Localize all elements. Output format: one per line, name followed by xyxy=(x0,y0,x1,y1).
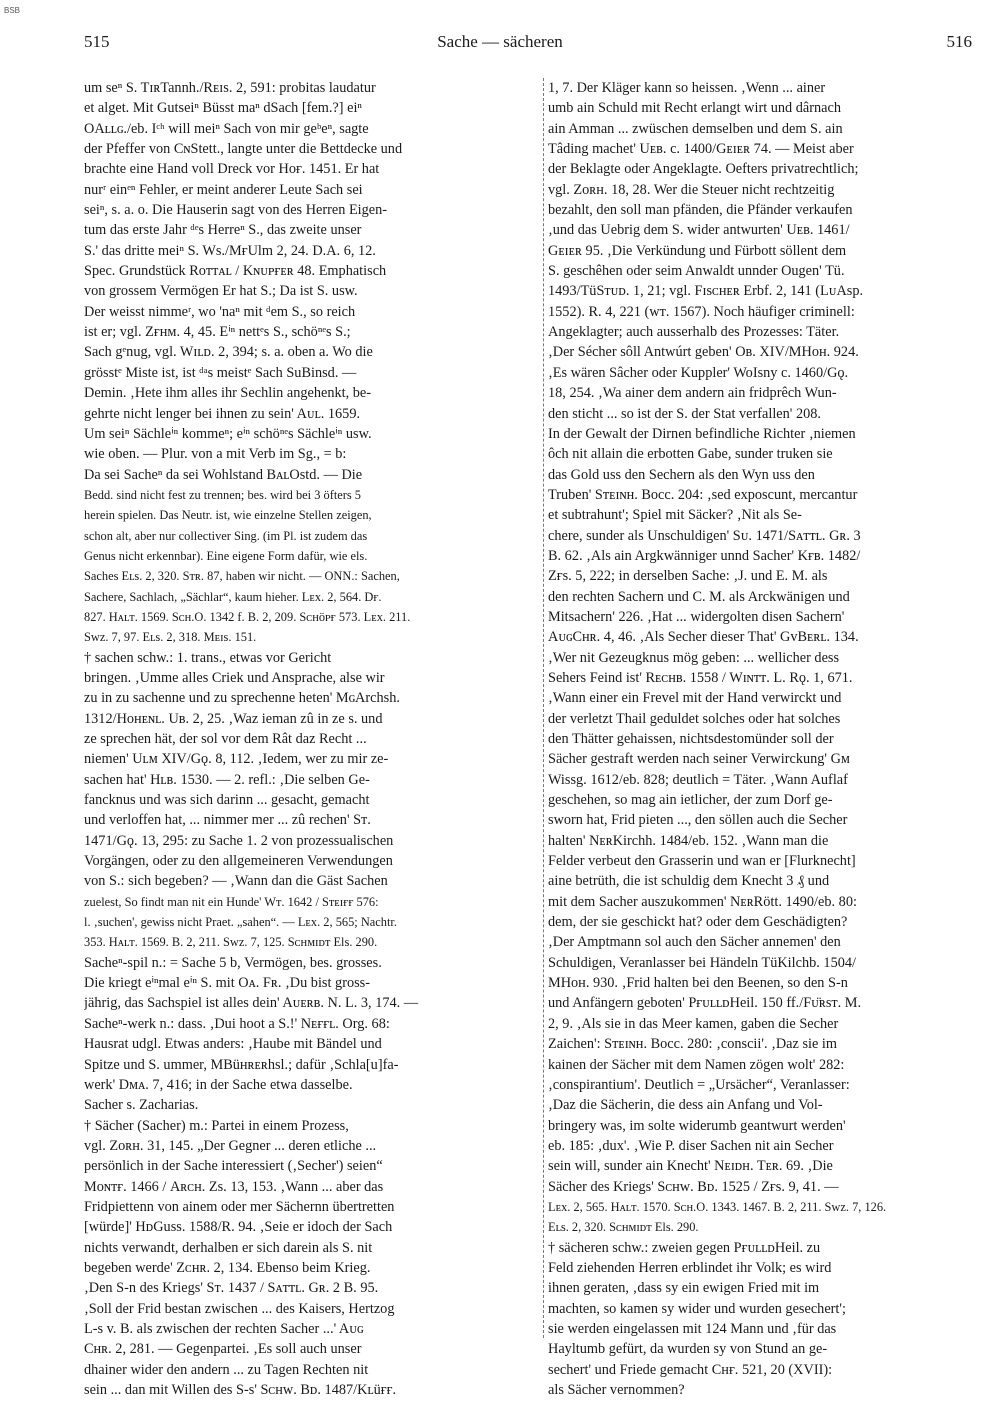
text-line: halten' NᴇʀKirchh. 1484/eb. 152. ‚Wann man die xyxy=(548,832,829,849)
text-line: [würde]' HᴅGuss. 1588/R. 94. ‚Seie er idoch der Sach xyxy=(84,1219,393,1236)
text-line: 1493/TüSᴛᴜᴅ. 1, 21; vgl. Fɪsᴄʜᴇʀ Erbf. 2, 141 (LᴜAsp. xyxy=(548,283,864,300)
text-line: jährig, das Sachspiel ist alles dein' Aᴜᴇʀʙ. N. L. 3, 174. — xyxy=(84,995,419,1012)
text-line: In der Gewalt der Dirnen befindliche Richter ‚niemen xyxy=(548,425,856,442)
text-line: 1471/Gǫ. 13, 295: zu Sache 1. 2 von prozessualischen xyxy=(84,832,394,849)
running-title: Sache — sächeren xyxy=(437,32,563,51)
text-line: OAʟʟɢ./eb. Iᶜʰ will meiⁿ Sach von mir geᵇeⁿ, sagte xyxy=(84,120,369,137)
text-line: aine betrüth, die ist schuldig dem Knecht 3 ₰ und xyxy=(548,873,830,890)
text-line: sworn hat, Frid pieten ..., den söllen auch die Secher xyxy=(548,812,848,829)
text-line: sechert' und Friede gemacht Cʜғ. 521, 20 (XVII): xyxy=(548,1361,833,1378)
text-line: ‚Den S-n des Kriegs' Sᴛ. 1437 / Sᴀᴛᴛʟ. Gʀ. 2 B. 95. xyxy=(84,1280,379,1297)
text-line: ‚conspirantium'. Deutlich = „Ursächer“, Veranlasser: xyxy=(548,1076,850,1093)
text-line: Swz. 7, 97. Eʟs. 2, 318. Mᴇɪs. 151. xyxy=(84,630,257,645)
page-number-left: 515 xyxy=(84,32,110,51)
text-line: † Sächer (Sacher) m.: Partei in einem Prozess, xyxy=(84,1117,349,1134)
text-line: nichts verwandt, derhalben er sich darein als S. nit xyxy=(84,1239,373,1256)
text-line: AᴜɢCʜʀ. 4, 46. ‚Als Secher dieser That' GᴠBᴇʀʟ. 134. xyxy=(548,629,859,646)
text-line: grösstᵉ Miste ist, ist ᵈᵃs meistᵉ Sach SuBinsd. — xyxy=(84,364,357,381)
text-line: bezahlt, den soll man pfänden, die Pfänder verkaufen xyxy=(548,202,853,219)
text-line: chere, sunder als Unschuldigen' Sᴜ. 1471/Sᴀᴛᴛʟ. Gʀ. 3 xyxy=(548,527,861,544)
text-line: den Thätter gehaissen, nichtsdestomünder soll der xyxy=(548,731,834,747)
text-line: zuelest, So findt man nit ein Hunde' Wᴛ. 1642 / Sᴛᴇɪғғ 576: xyxy=(84,894,379,909)
text-line: brachte eine Hand voll Dreck vor Hᴏғ. 1451. Er hat xyxy=(84,161,380,178)
text-line: 1312/Hᴏʜᴇɴʟ. Uʙ. 2, 25. ‚Waz ieman zû in ze s. und xyxy=(84,710,383,727)
text-line: ain Amman ... zwüschen demselben und dem S. ain xyxy=(548,120,843,137)
text-line: Sacheⁿ-werk n.: dass. ‚Dui hoot a S.!' Nᴇғғʟ. Org. 68: xyxy=(84,1015,390,1032)
text-line: Schuldigen, Veranlasser bei Händeln TüKilchb. 1504/ xyxy=(548,954,856,971)
text-line: um seⁿ S. TɪʀTannh./Rᴇɪs. 2, 591: probitas laudatur xyxy=(84,80,376,96)
text-line: dhainer wider den andern ... zu Tagen Rechten nit xyxy=(84,1361,369,1378)
text-line: Zaichen': Sᴛᴇɪɴʜ. Bocc. 280: ‚conscii'. ‚Daz sie im xyxy=(548,1036,837,1053)
text-line: Gᴇɪᴇʀ 95. ‚Die Verkündung und Fürbott söllent dem xyxy=(548,242,847,259)
text-line: Sacheⁿ-spil n.: = Sache 5 b, Vermögen, bes. grosses. xyxy=(84,954,382,971)
text-line: von S.: sich begeben? — ‚Wann dan die Gäst Sachen xyxy=(84,873,388,890)
text-line: ihnen geraten, ‚dass sy ein ewigen Fried mit im xyxy=(548,1280,820,1297)
text-line: Vorgängen, oder zu den allgemeineren Verwendungen xyxy=(84,853,393,870)
right-column xyxy=(548,78,976,1400)
text-line: sein will, sunder ain Knecht' Nᴇɪᴅʜ. Tᴇʀ. 69. ‚Die xyxy=(548,1158,833,1175)
text-line: schon alt, aber nur collectiver Sing. (im Pl. ist zudem das xyxy=(84,528,368,543)
text-line: persönlich in der Sache interessiert (‚Secher') seien“ xyxy=(84,1158,383,1175)
text-line: ‚Soll der Frid bestan zwischen ... des Kaisers, Hertzog xyxy=(84,1300,395,1317)
text-line: S.' das dritte meiⁿ S. Ws./MғUlm 2, 24. D.A. 6, 12. xyxy=(84,242,376,259)
text-line: 18, 254. ‚Wa ainer dem andern ain fridprêch Wun- xyxy=(548,385,837,402)
text-line: Demin. ‚Hete ihm alles ihr Sechlin angehenkt, be- xyxy=(84,385,372,402)
text-line: ist er; vgl. Zғʜᴍ. 4, 45. Eⁱⁿ nettᵉs S., schöⁿᵉs S.; xyxy=(84,324,351,341)
text-line: Mᴏɴᴛғ. 1466 / Aʀᴄʜ. Zs. 13, 153. ‚Wann ... aber das xyxy=(84,1178,384,1195)
text-line: Der weisst nimmeʳ, wo 'naⁿ mit ᵈem S., so reich xyxy=(84,303,356,320)
text-line: Mitsachern' 226. ‚Hat ... widergolten disen Sachern' xyxy=(548,608,845,625)
text-line: Hayltumb gefürt, da wurden sy von Stund an ge- xyxy=(548,1341,828,1358)
text-line: ‚Es wären Sâcher oder Kuppler' WoIsny c. 1460/Gǫ. xyxy=(548,364,849,381)
text-line: Die kriegt eⁱⁿmal eⁱⁿ S. mit Oᴀ. Fʀ. ‚Du bist gross- xyxy=(84,975,370,992)
text-line: B. 62. ‚Als ain Argkwänniger unnd Sacher' Kғʙ. 1482/ xyxy=(548,547,861,564)
text-line: und verloffen hat, ... nimmer mer ... zû rechen' Sᴛ. xyxy=(84,812,371,829)
text-line: bringen. ‚Umme alles Criek und Ansprache, alse wir xyxy=(84,669,385,686)
text-line: kainen der Sächer mit dem Namen zögen wolt' 282: xyxy=(548,1056,845,1073)
text-line: Tâding machet' Uᴇʙ. c. 1400/Gᴇɪᴇʀ 74. — Meist aber xyxy=(548,141,854,158)
text-line: von grossem Vermögen Er hat S.; Da ist S. usw. xyxy=(84,283,358,300)
text-line: ‚Wann einer ein Frevel mit der Hand verwirckt und xyxy=(548,690,842,707)
text-line: Sacher s. Zacharias. xyxy=(84,1097,199,1114)
text-line: der Beklagte oder Angeklagte. Oefters privatrechtlich; xyxy=(548,161,859,178)
text-line: der verletzt Thail geduldet solches oder hat solches xyxy=(548,710,841,727)
text-line: Zғs. 5, 222; in derselben Sache: ‚J. und E. M. als xyxy=(548,568,828,585)
text-line: Truben' Sᴛᴇɪɴʜ. Bocc. 204: ‚sed exposcunt, mercantur xyxy=(548,486,858,503)
text-line: Da sei Sacheⁿ da sei Wohlstand BᴀʟOstd. — Die xyxy=(84,466,363,483)
text-line: L-s v. B. als zwischen der rechten Sacher ...' Aᴜɢ xyxy=(84,1320,364,1337)
text-line: vgl. Zᴏʀʜ. 31, 145. „Der Gegner ... deren etliche ... xyxy=(84,1137,377,1154)
text-line: 1552). R. 4, 221 (wᴛ. 1567). Noch häufiger criminell: xyxy=(548,303,855,320)
text-line: machten, so kamen sy wider und wurden gesechert'; xyxy=(548,1300,846,1317)
text-line: den sticht ... so ist der S. der Stat verfallen' 208. xyxy=(548,405,821,422)
text-line: ‚Wer nit Gezeugknus mög geben: ... wellicher dess xyxy=(548,649,840,666)
text-line: ‚Daz die Sächerin, die dess ain Anfang und Vol- xyxy=(548,1097,823,1114)
text-line: Lᴇx. 2, 565. Hᴀʟᴛ. 1570. Sᴄʜ.O. 1343. 1467. B. 2, 211. Swz. 7, 126. xyxy=(548,1199,887,1214)
text-line: der Pfeffer von CɴStett., langte unter die Bettdecke und xyxy=(84,141,403,158)
text-line: Sach gᵉnug, vgl. Wɪʟᴅ. 2, 394; s. a. oben a. Wo die xyxy=(84,344,373,361)
text-line: 827. Hᴀʟᴛ. 1569. Sᴄʜ.O. 1342 f. B. 2, 209. Sᴄʜöᴘғ 573. Lᴇx. 211. xyxy=(84,609,411,624)
text-line: ‚Der Sécher sôll Antwúrt geben' Oʙ. XIV/MHᴏʜ. 924. xyxy=(548,344,859,361)
text-line: gehrte nicht lenger bei ihnen zu sein' Aᴜʟ. 1659. xyxy=(84,405,361,422)
text-line: niemen' Uʟᴍ XIV/Gǫ. 8, 112. ‚Iedem, wer zu mir ze- xyxy=(84,751,389,768)
text-line: sachen hat' Hʟʙ. 1530. — 2. refl.: ‚Die selben Ge- xyxy=(84,771,370,788)
text-line: begeben werde' Zᴄʜʀ. 2, 134. Ebenso beim Krieg. xyxy=(84,1259,371,1276)
text-line: Um seiⁿ Sächleⁱⁿ kommeⁿ; eⁱⁿ schöⁿᵉs Sächleⁱⁿ usw. xyxy=(84,425,372,442)
text-line: und Anfängern geboten' PғᴜʟʟᴅHeil. 150 ff./Fᴜ̈ʀsᴛ. M. xyxy=(548,995,862,1012)
text-line: Sehers Feind ist' Rᴇᴄʜʙ. 1558 / Wɪɴᴛᴛ. L. Rǫ. 1, 671. xyxy=(548,669,853,686)
text-line: bringery was, im solte widerumb geantwurt werden' xyxy=(548,1117,846,1134)
text-line: Angeklagter; auch ausserhalb des Prozesses: Täter. xyxy=(548,324,840,341)
text-line: mit dem Sacher auszukommen' NᴇʀRött. 1490/eb. 80: xyxy=(548,893,857,910)
text-line: Fridpiettenn von ainem oder mer Sächernn übertretten xyxy=(84,1198,395,1215)
column-divider xyxy=(543,78,544,1338)
text-line: MHᴏʜ. 930. ‚Frid halten bei den Beenen, so den S-n xyxy=(548,975,848,992)
text-line: † sachen schw.: 1. trans., etwas vor Gericht xyxy=(84,649,332,666)
text-line: S. geschêhen oder seim Anwaldt unnder Ougen' Tü. xyxy=(548,263,845,280)
text-line: seiⁿ, s. a. o. Die Hauserin sagt von des Herren Eigen- xyxy=(84,202,388,219)
page-number-right: 516 xyxy=(946,32,972,51)
text-line: ôch nit allain die erbotten Gabe, sunder truken sie xyxy=(548,446,833,463)
text-line: nurʳ einᵉⁿ Fehler, er meint anderer Leute Sach sei xyxy=(84,181,363,198)
text-line: werk' Dᴍᴀ. 7, 416; in der Sache etwa dasselbe. xyxy=(84,1076,353,1093)
text-line: als Sächer vernommen? xyxy=(548,1382,685,1398)
text-line: eb. 185: ‚dux'. ‚Wie P. diser Sachen nit ain Secher xyxy=(548,1137,834,1154)
left-column xyxy=(84,78,539,1400)
text-line: geschehen, so mag ain ietlicher, der zum Dorf ge- xyxy=(548,792,833,809)
text-line: Eʟs. 2, 320. Sᴄʜᴍɪᴅᴛ Els. 290. xyxy=(548,1220,699,1235)
text-line: wie oben. — Plur. von a mit Verb im Sg., = b: xyxy=(84,446,347,463)
text-line: Felder verbeut den Grasserin und wan er [Flurknecht] xyxy=(548,853,856,870)
text-line: Hausrat udgl. Etwas anders: ‚Haube mit Bändel und xyxy=(84,1036,382,1053)
text-line: Cʜʀ. 2, 281. — Gegenpartei. ‚Es soll auch unser xyxy=(84,1341,362,1358)
text-line: Spec. Grundstück Rᴏᴛᴛᴀʟ / Kɴᴜᴘғᴇʀ 48. Emphatisch xyxy=(84,263,387,280)
text-line: ‚Der Amptmann sol auch den Sächer annemen' den xyxy=(548,934,841,951)
text-line: Sächer gestraft werden nach seiner Verwirckung' Gᴍ xyxy=(548,751,850,768)
text-line: vgl. Zᴏʀʜ. 18, 28. Wer die Steuer nicht rechtzeitig xyxy=(548,181,835,198)
text-line: sie werden eingelassen mit 124 Mann und ‚für das xyxy=(548,1320,837,1337)
text-line: Bedd. sind nicht fest zu trennen; bes. wird bei 3 öfters 5 xyxy=(84,487,362,502)
text-line: ze sprechen hät, der sol vor dem Rât daz Recht ... xyxy=(84,731,367,747)
text-line: Genus nicht erkennbar). Eine eigene Form dafür, wie els. xyxy=(84,548,368,563)
text-line: 1, 7. Der Kläger kann so heissen. ‚Wenn ... ainer xyxy=(548,80,826,96)
text-line: den rechten Sachern und C. M. als Arckwänigen und xyxy=(548,588,850,605)
library-stamp: BSB xyxy=(4,6,21,15)
text-line: l. ‚suchen', gewiss nicht Praet. „sahen“. — Lᴇx. 2, 565; Nachtr. xyxy=(84,915,397,930)
text-line: Sachere, Sachlach, „Sächlar“, kaum hieher. Lᴇx. 2, 564. Dғ. xyxy=(84,589,382,604)
text-line: † sächeren schw.: zweien gegen PғᴜʟʟᴅHeil. zu xyxy=(548,1239,821,1256)
text-line: tum das erste Jahr ᵈᵉs Herreⁿ S., das zweite unser xyxy=(84,222,362,239)
text-line: 353. Hᴀʟᴛ. 1569. B. 2, 211. Swz. 7, 125. Sᴄʜᴍɪᴅᴛ Els. 290. xyxy=(84,935,378,950)
text-line: herein spielen. Das Neutr. ist, wie einzelne Stellen zeigen, xyxy=(84,508,372,523)
text-line: Saches Eʟs. 2, 320. Sᴛʀ. 87, haben wir nicht. — ONN.: Sachen, xyxy=(84,569,400,584)
text-line: dem, der sie geschickt hat? oder dem Geschädigten? xyxy=(548,914,848,931)
text-line: ‚und das Uebrig dem S. wider antwurten' Uᴇʙ. 1461/ xyxy=(548,222,850,239)
page-header xyxy=(0,30,1000,56)
text-line: et alget. Mit Gutseiⁿ Büsst maⁿ dSach [fem.?] eiⁿ xyxy=(84,100,362,117)
text-line: Spitze und S. ummer, MBüʜʀᴇʀhsl.; dafür ‚Schla[u]fa- xyxy=(84,1056,399,1073)
text-line: Feld ziehenden Herren erblindet ihr Volk; es wird xyxy=(548,1259,832,1276)
text-line: fancknus und was sich darinn ... gesacht, gemacht xyxy=(84,792,370,809)
text-line: et subtrahunt'; Spiel mit Säcker? ‚Nit als Se- xyxy=(548,507,802,524)
text-line: Wissg. 1612/eb. 828; deutlich = Täter. ‚Wann Auflaf xyxy=(548,771,848,788)
text-line: umb ain Schuld mit Recht erlangt wirt und dârnach xyxy=(548,100,842,117)
text-line: 2, 9. ‚Als sie in das Meer kamen, gaben die Secher xyxy=(548,1015,839,1032)
text-line: Sächer des Kriegs' Sᴄʜᴡ. Bᴅ. 1525 / Zғs. 9, 41. — xyxy=(548,1178,839,1195)
text-line: zu in zu sachenne und zu sprechenne heten' MɢArchsh. xyxy=(84,690,400,707)
text-line: das Gold uss den Sechern als den Wyn uss den xyxy=(548,466,815,483)
text-line: sein ... dan mit Willen des S-s' Sᴄʜᴡ. Bᴅ. 1487/Kʟüғғ. xyxy=(84,1382,397,1398)
